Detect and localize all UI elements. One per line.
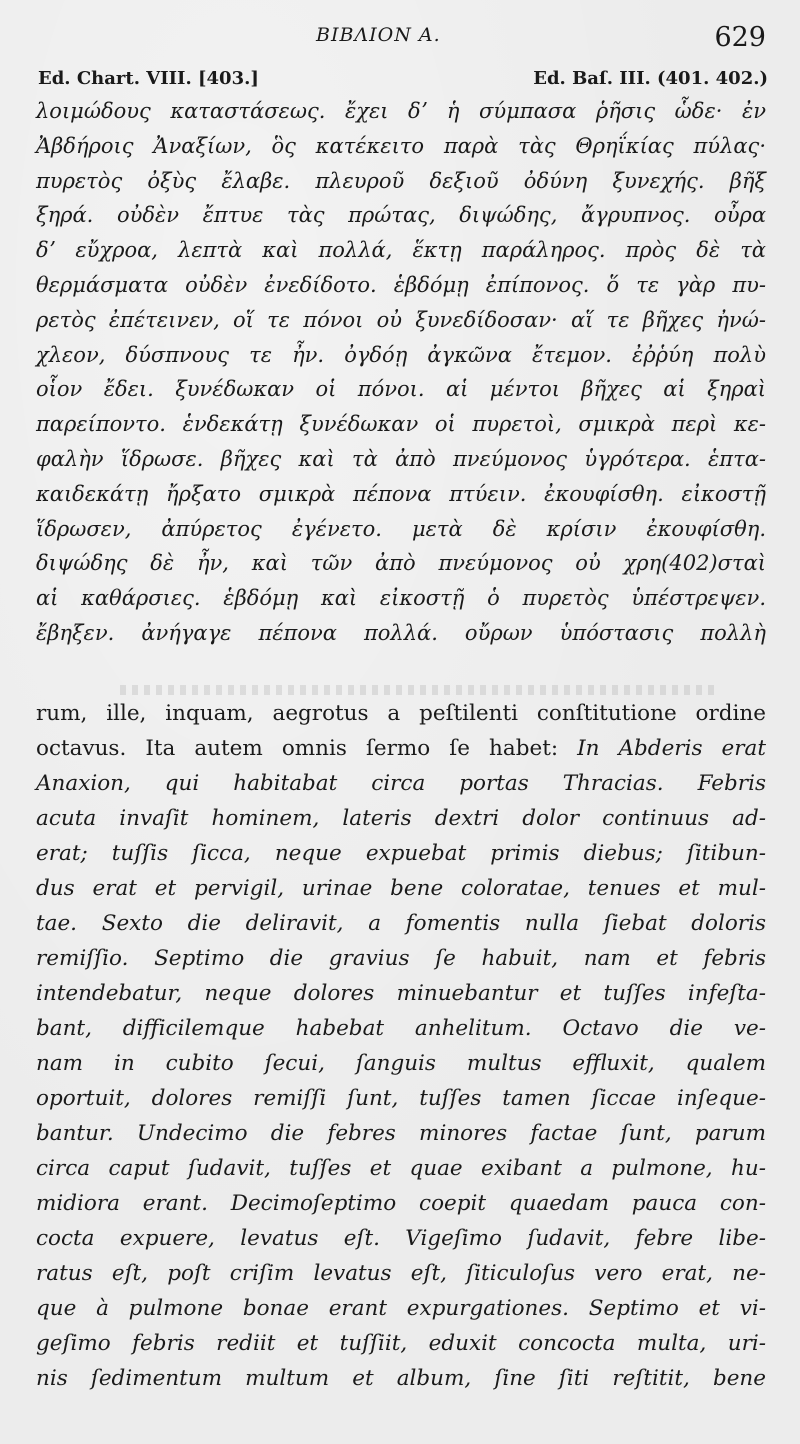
latin-line xyxy=(36,906,766,941)
greek-line: παρείποντο. ἑνδεκάτῃ ξυνέδωκαν οἱ πυρετοὶ, σμικρὰ περὶ κε- xyxy=(36,412,766,437)
latin-italic: bant, difficilemque habebat anhelitum. Octavo die ve- xyxy=(36,1016,766,1041)
latin-italic: nis ſedimentum multum et album, ſine ſiti reſtitit, bene xyxy=(36,1366,766,1391)
latin-line xyxy=(36,1221,766,1256)
latin-line xyxy=(36,801,766,836)
greek-line: ἵδρωσεν, ἀπύρετος ἐγένετο. μετὰ δὲ κρίσιν ἐκουφίσθη. xyxy=(36,516,766,541)
greek-line: αἱ καθάρσιες. ἑβδόμῃ καὶ εἰκοστῇ ὁ πυρετὸς ὑπέστρεψεν. xyxy=(36,586,766,611)
latin-line xyxy=(36,1291,766,1326)
latin-italic: circa caput ſudavit, tuſſes et quae exibant a pulmone, hu- xyxy=(36,1156,766,1181)
running-head xyxy=(0,24,800,54)
latin-upright: octavus. Ita autem omnis ſermo ſe habet: xyxy=(36,736,578,761)
greek-line: ξηρά. οὐδὲν ἔπτυε τὰς πρώτας, διψώδης, ἄγρυπνος. οὖρα xyxy=(36,203,766,228)
latin-line xyxy=(36,1326,766,1361)
page-number: 629 xyxy=(714,22,766,53)
latin-line xyxy=(36,1256,766,1291)
greek-line: λοιμώδους καταστάσεως. ἔχει δʼ ἡ σύμπασα ῥῆσις ὧδε· ἐν xyxy=(36,99,766,123)
latin-italic: dus erat et pervigil, urinae bene coloratae, tenues et mul- xyxy=(36,876,766,901)
latin-line xyxy=(36,976,766,1011)
latin-line xyxy=(36,1361,766,1396)
greek-line: φαλὴν ἵδρωσε. βῆχες καὶ τὰ ἀπὸ πνεύμονος ὑγρότερα. ἑπτα- xyxy=(36,446,766,471)
latin-line xyxy=(36,1151,766,1186)
greek-line: πυρετὸς ὀξὺς ἔλαβε. πλευροῦ δεξιοῦ ὀδύνη ξυνεχής. βῆξ xyxy=(36,168,766,193)
latin-italic: que à pulmone bonae erant expurgationes. Septimo et vi- xyxy=(36,1296,766,1321)
latin-line xyxy=(36,871,766,906)
latin-italic: Anaxion, qui habitabat circa portas Thracias. Febris xyxy=(36,771,766,796)
greek-line: χλεον, δύσπνους τε ἦν. ὀγδόῃ ἀγκῶνα ἔτεμον. ἐῤῥύη πολὺ xyxy=(36,342,766,367)
greek-line: δʼ εὔχροα, λεπτὰ καὶ πολλά, ἕκτῃ παράληρος. πρὸς δὲ τὰ xyxy=(36,238,766,263)
latin-line xyxy=(36,1046,766,1081)
latin-line xyxy=(36,766,766,801)
latin-italic: intendebatur, neque dolores minuebantur et tuſſes infeſta- xyxy=(36,981,766,1006)
latin-italic: ratus eſt, poſt criſim levatus eſt, ſiticuloſus vero erat, ne- xyxy=(36,1261,766,1286)
edition-basel-reference: Ed. Baſ. III. (401. 402.) xyxy=(533,68,768,89)
latin-italic: In Abderis erat xyxy=(577,736,766,761)
latin-italic: cocta expuere, levatus eſt. Vigeſimo ſudavit, febre libe- xyxy=(36,1226,766,1251)
greek-line: ρετὸς ἐπέτεινεν, οἵ τε πόνοι οὐ ξυνεδίδοσαν· αἵ τε βῆχες ἠνώ- xyxy=(36,307,766,332)
latin-line xyxy=(36,696,766,731)
latin-italic: oportuit, dolores remiſſi ſunt, tuſſes tamen ſiccae inſeque- xyxy=(36,1086,766,1111)
running-title: ΒΙΒΛΙΟΝ Α. xyxy=(316,24,441,46)
greek-line: καιδεκάτῃ ἤρξατο σμικρὰ πέπονα πτύειν. ἐκουφίσθη. εἰκοστῇ xyxy=(36,481,766,506)
latin-line xyxy=(36,731,766,766)
latin-italic: nam in cubito ſecui, ſanguis multus effluxit, qualem xyxy=(36,1051,766,1076)
latin-italic: acuta invaſit hominem, lateris dextri dolor continuus ad- xyxy=(36,806,766,831)
latin-line xyxy=(36,941,766,976)
greek-line: ἔβηξεν. ἀνήγαγε πέπονα πολλά. οὔρων ὑπόστασις πολλὴ xyxy=(36,620,766,645)
latin-line xyxy=(36,1186,766,1221)
latin-italic: bantur. Undecimo die febres minores factae ſunt, parum xyxy=(36,1121,766,1146)
latin-upright: rum, ille, inquam, aegrotus a peſtilenti conſtitutione ordine xyxy=(36,701,766,726)
latin-text-block xyxy=(36,696,766,1396)
latin-line xyxy=(36,1116,766,1151)
latin-italic: erat; tuſſis ſicca, neque expuebat primis diebus; ſitibun- xyxy=(36,841,766,866)
latin-italic: remiſſio. Septimo die gravius ſe habuit, nam et febris xyxy=(36,946,766,971)
edition-chart-reference: Ed. Chart. VIII. [403.] xyxy=(38,68,259,89)
greek-line: Ἀβδήροις Ἀναξίων, ὃς κατέκειτο παρὰ τὰς Θρηΐκίας πύλας· xyxy=(36,133,766,158)
greek-line: διψώδης δὲ ἦν, καὶ τῶν ἀπὸ πνεύμονος οὐ χρη(402)σταὶ xyxy=(36,551,766,576)
latin-italic: tae. Sexto die deliravit, a fomentis nulla ſiebat doloris xyxy=(36,911,766,936)
latin-line xyxy=(36,1081,766,1116)
greek-line: θερμάσματα οὐδὲν ἐνεδίδοτο. ἑβδόμῃ ἐπίπονος. ὅ τε γὰρ πυ- xyxy=(36,272,766,297)
latin-italic: midiora erant. Decimoſeptimo coepit quaedam pauca con- xyxy=(36,1191,766,1216)
latin-line xyxy=(36,1011,766,1046)
show-through-bleed xyxy=(120,685,720,695)
latin-italic: geſimo febris rediit et tuſſiit, eduxit concocta multa, uri- xyxy=(36,1331,766,1356)
latin-line xyxy=(36,836,766,871)
greek-text-block xyxy=(36,94,766,651)
greek-line: οἷον ἔδει. ξυνέδωκαν οἱ πόνοι. αἱ μέντοι βῆχες αἱ ξηραὶ xyxy=(36,377,766,402)
